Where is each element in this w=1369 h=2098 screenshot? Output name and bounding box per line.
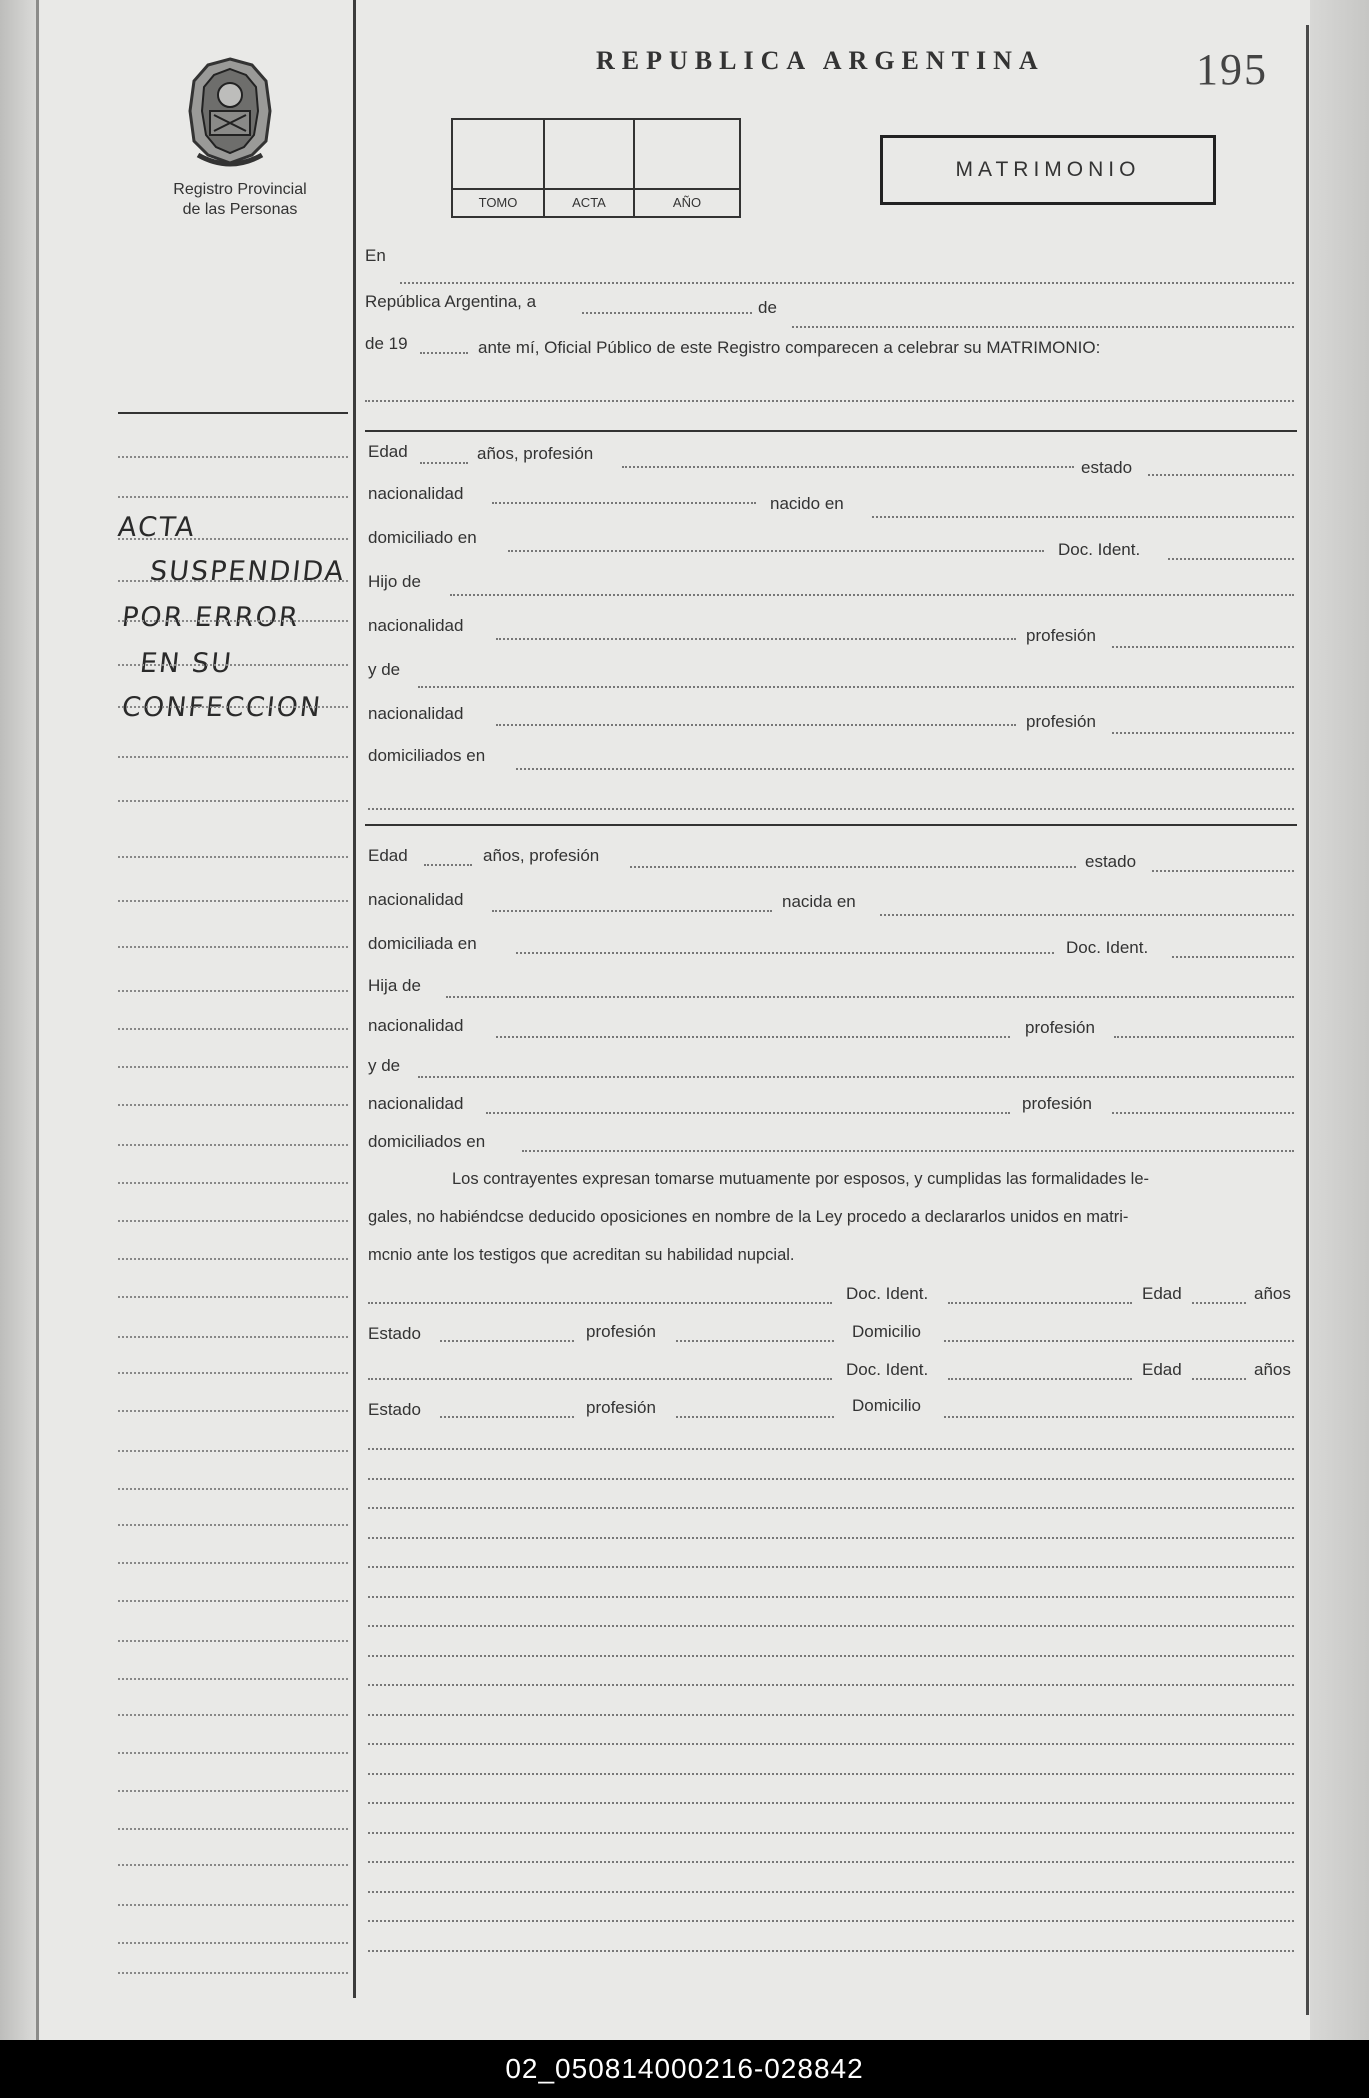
margin-line [118,1296,348,1298]
margin-line [118,1828,348,1830]
bride-profesion-3-field [1112,1112,1294,1114]
margin-line [118,1640,348,1642]
bride-edad-label: Edad [368,846,408,865]
blank-line [368,1920,1294,1922]
margin-line [118,1904,348,1906]
margin-line [118,1864,348,1866]
tomo-cell [453,120,545,216]
field-intro-extra [365,400,1294,402]
bride-nacionalidad-3-field [486,1112,1010,1114]
witness-1-profesion-field [676,1340,834,1342]
bride-domiciliada-field [516,952,1054,954]
margin-line [118,1600,348,1602]
record-type-box: MATRIMONIO [880,135,1216,205]
margin-line [118,1678,348,1680]
blank-line [368,1802,1294,1804]
country-heading: REPUBLICA ARGENTINA [596,46,1045,75]
bride-profesion-field [630,866,1076,868]
margin-line [118,1144,348,1146]
margin-line [118,1410,348,1412]
page-right-edge [1310,0,1369,2040]
page-number: 195 [1196,45,1268,94]
groom-domiciliados-field [516,768,1294,770]
anio-label: AÑO [635,188,739,216]
bride-nacionalidad-2-field [496,1036,1010,1038]
groom-profesion-2-field [1112,646,1294,648]
binding-line [36,0,39,2040]
groom-profesion-3-label: profesión [1026,712,1096,731]
witness-2-doc-label: Doc. Ident. [846,1360,929,1379]
blank-line [368,1596,1294,1598]
margin-column-divider [353,0,356,1998]
blank-line [368,1684,1294,1686]
bride-profesion-3-label: profesión [1022,1094,1092,1113]
blank-line [368,1832,1294,1834]
groom-doc-ident-label: Doc. Ident. [1058,540,1141,559]
margin-line [118,456,348,458]
bride-estado-label: estado [1085,852,1137,871]
margin-note-line-5: CONFECCION [120,692,324,723]
witness-2-domicilio-field [944,1416,1294,1418]
margin-line [118,1524,348,1526]
margin-note-line-2: SUSPENDIDA [148,556,347,587]
witness-2-edad-label: Edad [1142,1360,1182,1379]
blank-line [368,1537,1294,1539]
witness-2-profesion-field [676,1416,834,1418]
margin-line [118,620,348,622]
blank-line [368,1743,1294,1745]
margin-note-line-1: ACTA [116,512,198,543]
groom-anos-profesion-label: años, profesión [477,444,594,463]
witness-1-doc-field [948,1302,1132,1304]
margin-line [118,990,348,992]
groom-hijo-de-label: Hijo de [368,572,421,591]
witness-2-estado-field [440,1416,574,1418]
witness-1-edad-label: Edad [1142,1284,1182,1303]
witness-1-estado-field [440,1340,574,1342]
margin-line [118,706,348,708]
witness-2-domicilio-label: Domicilio [852,1396,921,1415]
anio-cell [635,120,739,216]
witness-1-domicilio-label: Domicilio [852,1322,921,1341]
blank-line [368,1950,1294,1952]
margin-line [118,538,348,540]
bride-nacida-en-label: nacida en [782,892,856,911]
margin-line [118,1066,348,1068]
acta-cell [545,120,635,216]
groom-nacionalidad-field [492,502,756,504]
margin-line [118,1028,348,1030]
groom-hijo-de-field [450,594,1294,596]
margin-line [118,1336,348,1338]
witness-1-profesion-label: profesión [586,1322,656,1341]
witness-1-estado-label: Estado [368,1324,421,1343]
intro-year-prefix: de 19 [365,334,408,353]
bride-profesion-2-label: profesión [1025,1018,1095,1037]
tomo-label: TOMO [453,188,543,216]
groom-doc-ident-field [1168,558,1294,560]
bride-anos-profesion-label: años, profesión [483,846,600,865]
groom-nacido-en-field [872,516,1294,518]
declaration-line-1: Los contrayentes expresan tomarse mutuamente por esposos, y cumplidas las formalidades le- [452,1170,1150,1188]
intro-de: de [758,298,777,317]
bride-y-de-field [418,1076,1294,1078]
margin-line [118,1972,348,1974]
witness-2-profesion-label: profesión [586,1398,656,1417]
margin-line [118,1488,348,1490]
margin-line [118,756,348,758]
blank-line [368,1861,1294,1863]
witness-2-edad-field [1192,1378,1246,1380]
registry-name: Registro Provincial de las Personas [173,181,307,218]
witness-1-edad-field [1192,1302,1246,1304]
groom-domiciliado-label: domiciliado en [368,528,477,547]
acta-label: ACTA [545,188,633,216]
blank-line [368,1773,1294,1775]
right-border-line [1306,25,1309,2015]
bride-doc-ident-field [1172,956,1294,958]
field-place [400,282,1294,284]
margin-line [118,1220,348,1222]
groom-nacionalidad-2-field [496,638,1016,640]
bride-nacionalidad-field [492,910,772,912]
bride-estado-field [1152,870,1294,872]
groom-y-de-field [418,686,1294,688]
blank-line [368,1655,1294,1657]
bride-y-de-label: y de [368,1056,401,1075]
page-left-edge [0,0,38,2040]
declaration-line-3: mcnio ante los testigos que acreditan su habilidad nupcial. [368,1246,795,1264]
margin-section-rule [118,412,348,414]
field-month [792,326,1294,328]
bride-domiciliados-label: domiciliados en [368,1132,486,1151]
blank-line [368,1448,1294,1450]
margin-line [118,1372,348,1374]
groom-profesion-field [622,466,1074,468]
margin-line [118,1752,348,1754]
bride-nacionalidad-2-label: nacionalidad [368,1016,464,1035]
margin-note-line-3: POR ERROR [120,602,302,633]
intro-ante: ante mí, Oficial Público de este Registro comparecen a celebrar su MATRIMONIO: [478,338,1101,357]
bride-domiciliada-label: domiciliada en [368,934,477,953]
margin-line [118,900,348,902]
bride-nacionalidad-3-label: nacionalidad [368,1094,464,1113]
witness-2-anos-label: años [1254,1360,1291,1379]
blank-line [368,1891,1294,1893]
margin-note-line-4: EN SU [138,648,235,679]
groom-profesion-2-label: profesión [1026,626,1096,645]
groom-nacionalidad-3-label: nacionalidad [368,704,464,723]
margin-line [118,1182,348,1184]
bride-nacida-en-field [880,914,1294,916]
groom-estado-field [1148,474,1294,476]
intro-en: En [365,246,386,265]
margin-line [118,1562,348,1564]
groom-edad-field [420,462,468,464]
witness-1-anos-label: años [1254,1284,1291,1303]
margin-line [118,580,348,582]
groom-nacionalidad-2-label: nacionalidad [368,616,464,635]
witness-2-name-field [368,1378,832,1380]
margin-line [118,1790,348,1792]
blank-line [368,1566,1294,1568]
margin-line [118,946,348,948]
margin-line [118,856,348,858]
witness-2-doc-field [948,1378,1132,1380]
bride-hija-de-label: Hija de [368,976,421,995]
bride-doc-ident-label: Doc. Ident. [1066,938,1149,957]
margin-line [118,1104,348,1106]
blank-line [368,1625,1294,1627]
margin-line [118,1714,348,1716]
blank-line [368,1507,1294,1509]
groom-nacionalidad-label: nacionalidad [368,484,464,503]
field-day [582,312,752,314]
provincial-seal-icon [178,55,282,173]
groom-domiciliado-field [508,550,1044,552]
bride-hija-de-field [446,996,1294,998]
field-year [420,352,468,354]
groom-profesion-3-field [1112,732,1294,734]
blank-line [368,1478,1294,1480]
groom-nacido-en-label: nacido en [770,494,844,513]
witness-2-estado-label: Estado [368,1400,421,1419]
bride-domiciliados-field [522,1150,1294,1152]
margin-line [118,1258,348,1260]
groom-domiciliados-field-2 [368,808,1294,810]
groom-domiciliados-label: domiciliados en [368,746,486,765]
record-reference-box [451,118,741,218]
groom-edad-label: Edad [368,442,408,461]
bride-edad-field [424,864,472,866]
margin-line [118,1450,348,1452]
groom-estado-label: estado [1081,458,1133,477]
witness-1-name-field [368,1302,832,1304]
declaration-line-2: gales, no habiéndcse deducido oposiciones en nombre de la Ley procedo a declararlos unidos en matri- [368,1208,1129,1226]
groom-y-de-label: y de [368,660,401,679]
margin-line [118,664,348,666]
witness-1-domicilio-field [944,1340,1294,1342]
bride-profesion-2-field [1114,1036,1294,1038]
intro-republica: República Argentina, a [365,292,537,311]
blank-line [368,1714,1294,1716]
bride-section-rule [365,824,1297,826]
groom-section-rule [365,430,1297,432]
margin-line [118,496,348,498]
scan-identifier: 02_050814000216-028842 [0,2040,1369,2098]
groom-nacionalidad-3-field [496,724,1016,726]
margin-line [118,800,348,802]
bride-nacionalidad-label: nacionalidad [368,890,464,909]
margin-line [118,1942,348,1944]
witness-1-doc-label: Doc. Ident. [846,1284,929,1303]
